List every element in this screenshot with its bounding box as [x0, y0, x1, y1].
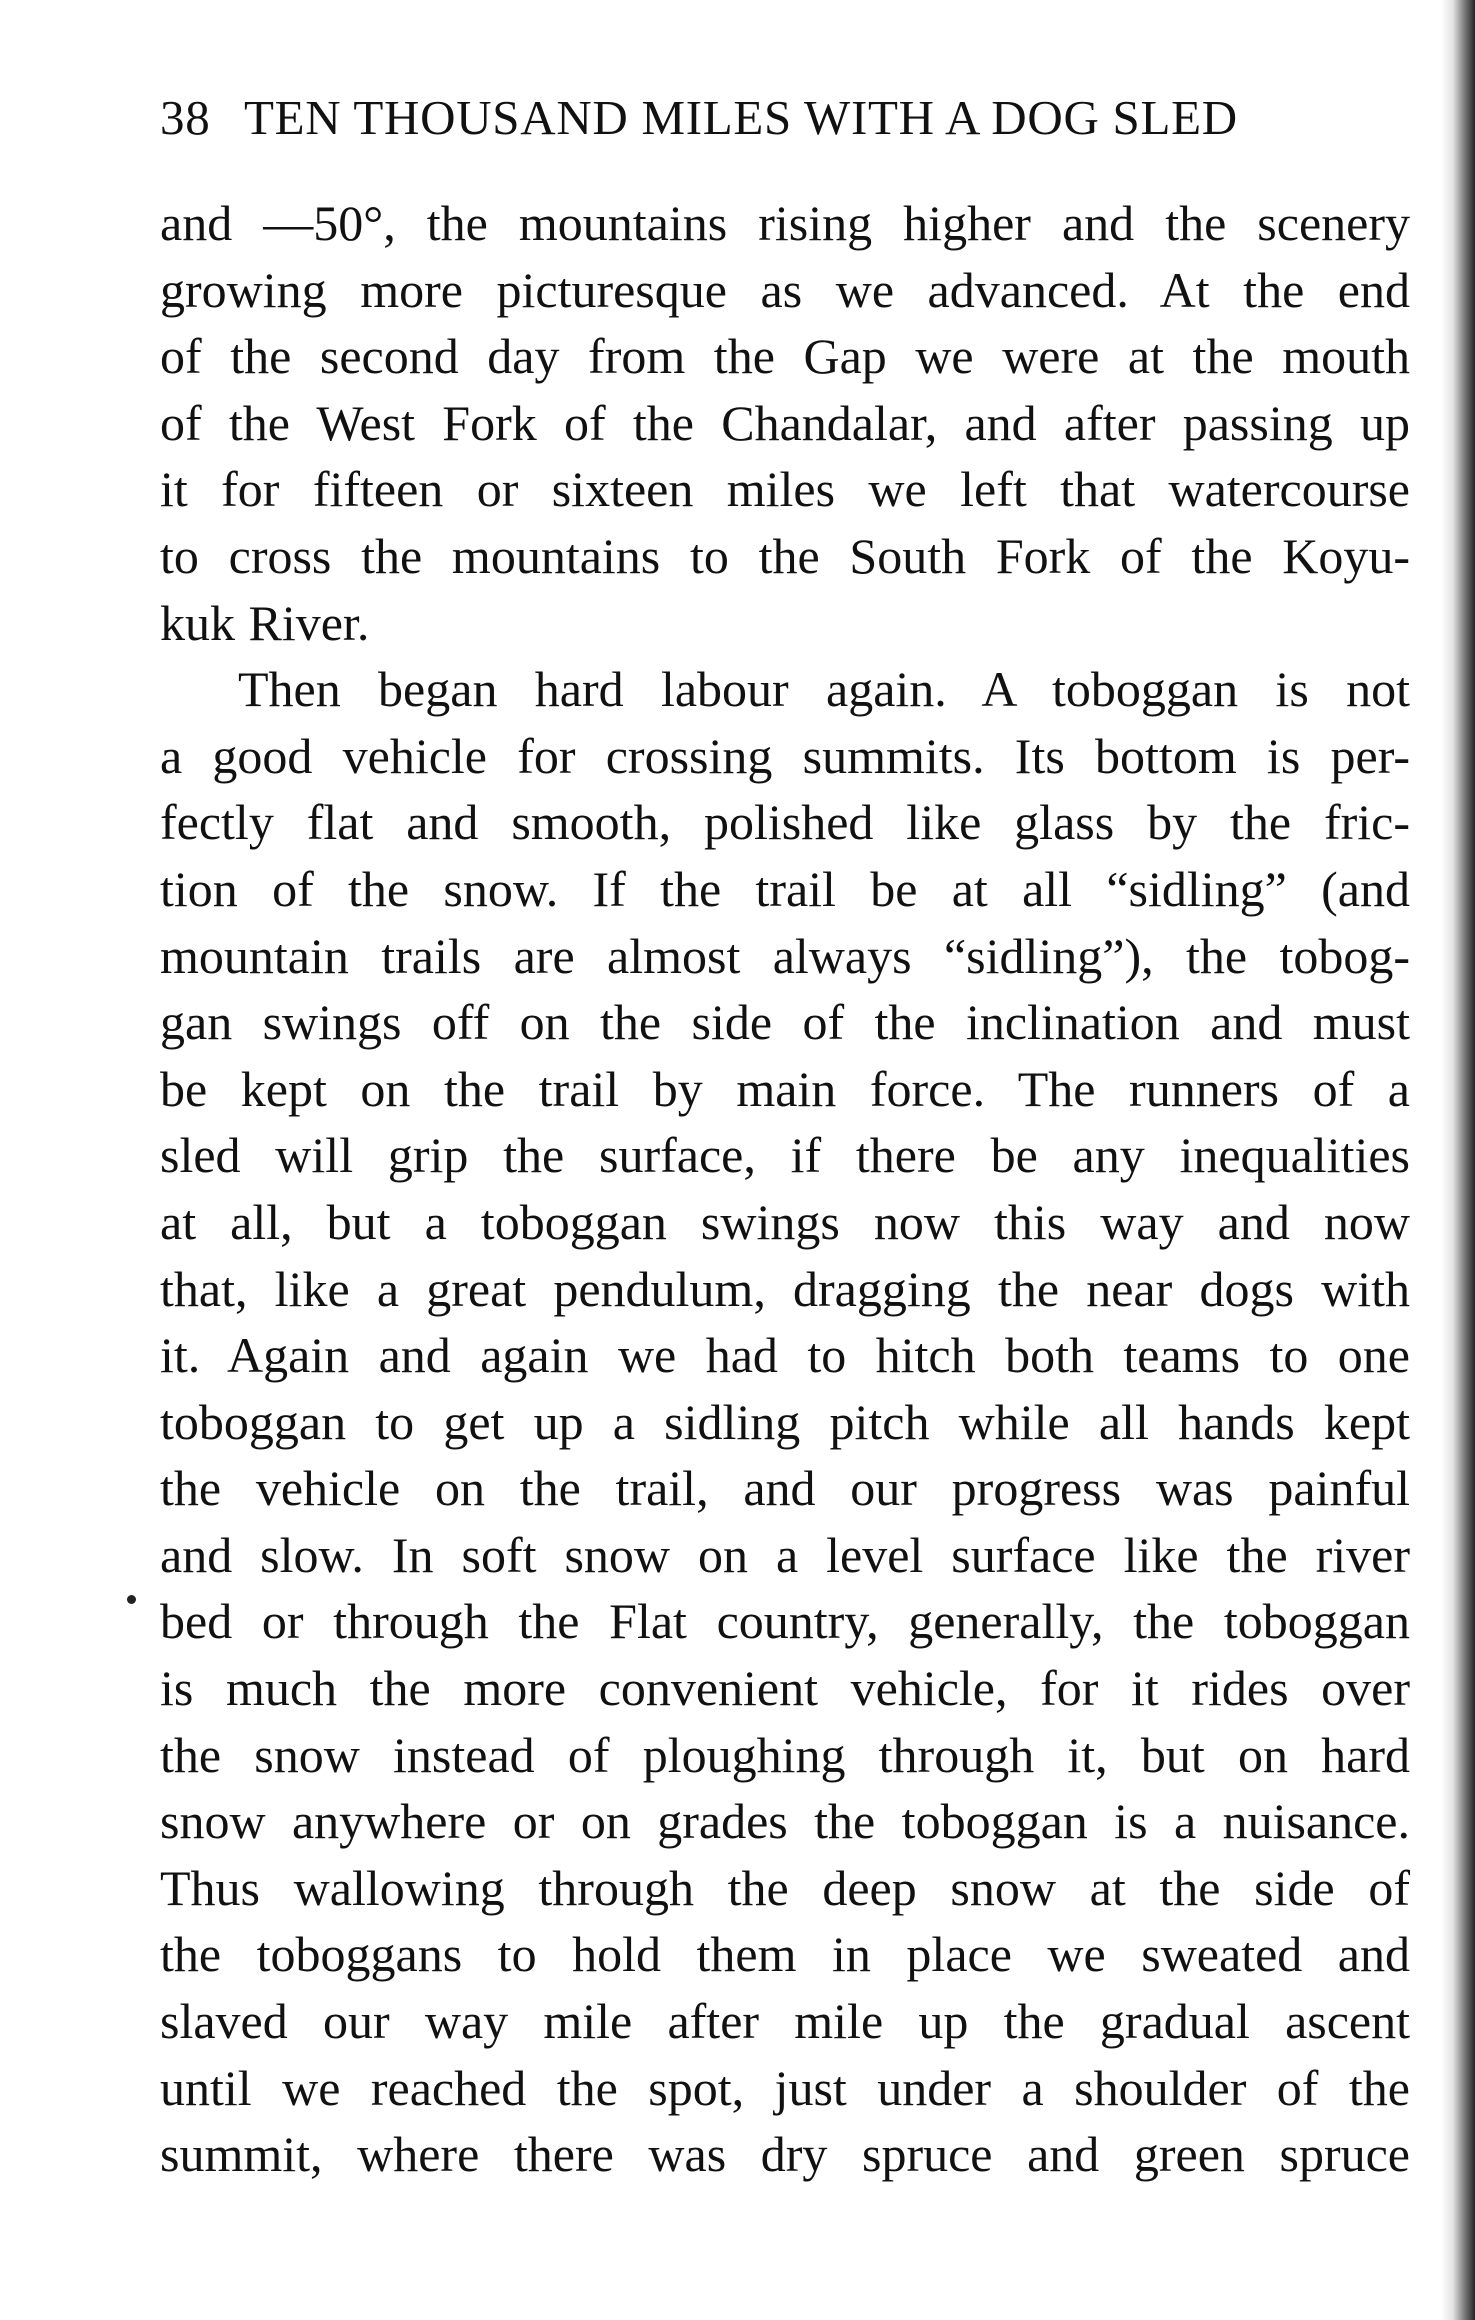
- text-line: it. Again and again we had to hitch both teams to one: [160, 1327, 1410, 1384]
- text-line: growing more picturesque as we advanced. At the end: [160, 261, 1410, 318]
- text-line: of the second day from the Gap we were at the mouth: [160, 328, 1410, 385]
- text-line: a good vehicle for crossing summits. Its bottom is per-: [160, 727, 1410, 784]
- text-line: Thus wallowing through the deep snow at the side of: [160, 1859, 1410, 1916]
- text-line: slaved our way mile after mile up the gradual ascent: [160, 1993, 1410, 2050]
- text-line: tion of the snow. If the trail be at all “sidling” (and: [160, 860, 1410, 917]
- text-line: mountain trails are almost always “sidling”), the tobog-: [160, 927, 1410, 984]
- body-text: [160, 190, 1410, 2188]
- text-line: snow anywhere or on grades the toboggan is a nuisance.: [160, 1793, 1410, 1850]
- paragraph-2: [160, 656, 1410, 2188]
- text-line: gan swings off on the side of the inclination and must: [160, 994, 1410, 1051]
- text-line: and slow. In soft snow on a level surface like the river: [160, 1526, 1410, 1583]
- text-line: the vehicle on the trail, and our progress was painful: [160, 1460, 1410, 1517]
- book-title: TEN THOUSAND MILES WITH A DOG SLED: [244, 90, 1238, 145]
- page-binding-shadow: [1441, 0, 1475, 2320]
- text-line: Then began hard labour again. A toboggan is not: [238, 661, 1410, 718]
- running-head: [160, 82, 1320, 154]
- page-number: 38: [160, 90, 211, 145]
- text-line: sled will grip the surface, if there be any inequalities: [160, 1127, 1410, 1184]
- text-line: that, like a great pendulum, dragging the near dogs with: [160, 1260, 1410, 1317]
- paragraph-1: [160, 190, 1410, 656]
- text-line: toboggan to get up a sidling pitch while all hands kept: [160, 1393, 1410, 1450]
- text-line: the toboggans to hold them in place we sweated and: [160, 1926, 1410, 1983]
- text-line: at all, but a toboggan swings now this way and now: [160, 1193, 1410, 1250]
- text-line: fectly flat and smooth, polished like glass by the fric-: [160, 794, 1410, 851]
- text-line: kuk River.: [160, 594, 370, 651]
- text-line: be kept on the trail by main force. The runners of a: [160, 1060, 1410, 1117]
- text-line: summit, where there was dry spruce and green spruce: [160, 2126, 1410, 2183]
- text-line: the snow instead of ploughing through it, but on hard: [160, 1726, 1410, 1783]
- text-line: bed or through the Flat country, generally, the toboggan: [160, 1593, 1410, 1650]
- text-line: until we reached the spot, just under a shoulder of the: [160, 2059, 1410, 2116]
- text-line: of the West Fork of the Chandalar, and after passing up: [160, 394, 1410, 451]
- text-line: it for fifteen or sixteen miles we left that watercourse: [160, 461, 1410, 518]
- margin-dot-mark: [127, 1595, 136, 1604]
- text-line: is much the more convenient vehicle, for it rides over: [160, 1660, 1410, 1717]
- text-line: to cross the mountains to the South Fork of the Koyu-: [160, 527, 1410, 584]
- text-line: and —50°, the mountains rising higher and the scenery: [160, 195, 1410, 251]
